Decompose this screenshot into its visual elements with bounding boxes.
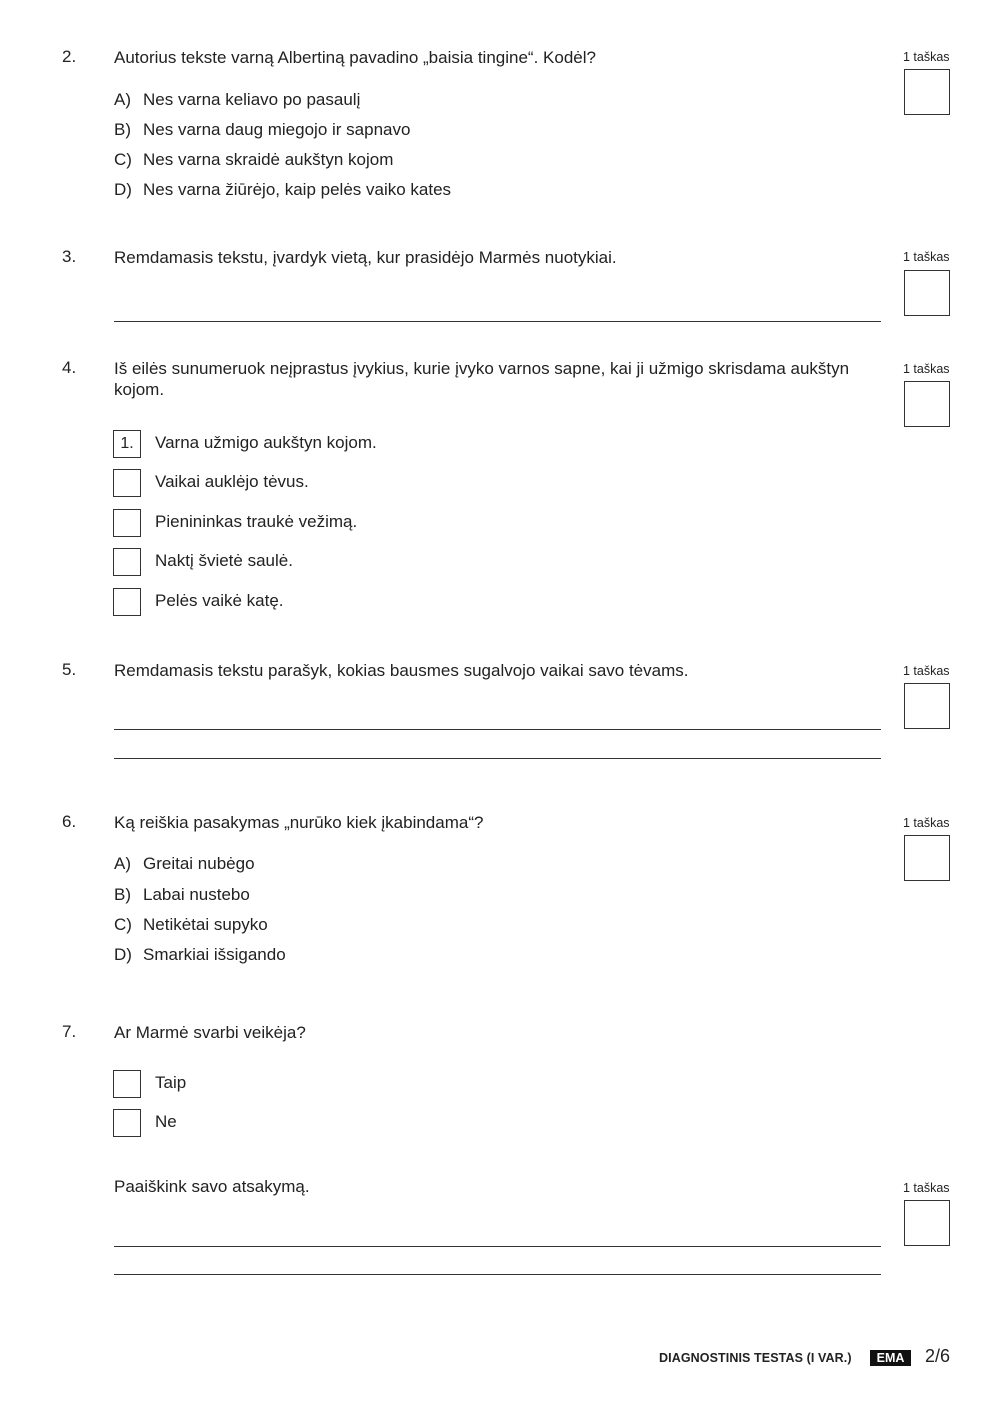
footer-page-number: 2/6 xyxy=(925,1346,951,1366)
q4-item-5-label: Pelės vaikė katę. xyxy=(155,591,284,610)
q3-points-label: 1 taškas xyxy=(903,250,950,264)
option-text: Netikėtai supyko xyxy=(143,915,268,934)
q2-score-box[interactable] xyxy=(904,69,950,115)
option-text: Labai nustebo xyxy=(143,885,250,904)
q4-order-box-5[interactable] xyxy=(113,588,141,616)
q4-text: Iš eilės sunumeruok neįprastus įvykius, kurie įvyko varnos sapne, kai ji užmigo skrisdama aukštyn kojom. xyxy=(114,359,850,399)
q7-choice-yes-label: Taip xyxy=(155,1073,187,1092)
option-text: Nes varna keliavo po pasaulį xyxy=(143,90,361,109)
option-letter: B) xyxy=(114,120,131,139)
q4-order-box-2[interactable] xyxy=(113,469,141,497)
q4-points-label: 1 taškas xyxy=(903,362,950,376)
q7-checkbox-no[interactable] xyxy=(113,1109,141,1137)
option-text: Nes varna daug miegojo ir sapnavo xyxy=(143,120,411,139)
q2-number: 2. xyxy=(62,47,77,66)
q7-explain-text: Paaiškink savo atsakymą. xyxy=(114,1177,310,1196)
q4-item-1-label: Varna užmigo aukštyn kojom. xyxy=(155,433,377,452)
q6-option-d[interactable] xyxy=(114,945,286,965)
q6-option-b[interactable] xyxy=(114,885,250,905)
q5-points-label: 1 taškas xyxy=(903,664,950,678)
q5-score-box[interactable] xyxy=(904,683,950,729)
q6-option-a[interactable] xyxy=(114,854,255,874)
q7-answer-line-2[interactable] xyxy=(114,1274,881,1275)
q3-answer-line[interactable] xyxy=(114,321,881,322)
q6-points-label: 1 taškas xyxy=(903,816,950,830)
q4-item-3-label: Pienininkas traukė vežimą. xyxy=(155,512,358,531)
q2-option-d[interactable] xyxy=(114,180,451,200)
q7-points-label: 1 taškas xyxy=(903,1181,950,1195)
q4-score-box[interactable] xyxy=(904,381,950,427)
option-letter: D) xyxy=(114,180,132,199)
option-text: Smarkiai išsigando xyxy=(143,945,286,964)
q7-choice-no-label: Ne xyxy=(155,1112,177,1131)
q7-answer-line-1[interactable] xyxy=(114,1246,881,1247)
q3-score-box[interactable] xyxy=(904,270,950,316)
q6-score-box[interactable] xyxy=(904,835,950,881)
q6-option-c[interactable] xyxy=(114,915,268,935)
footer-test-title: DIAGNOSTINIS TESTAS (I VAR.) xyxy=(659,1351,852,1365)
q2-text: Autorius tekste varną Albertiną pavadino „baisia tingine“. Kodėl? xyxy=(114,48,596,67)
q4-order-box-4[interactable] xyxy=(113,548,141,576)
q3-number: 3. xyxy=(62,247,77,266)
q4-number: 4. xyxy=(62,358,77,377)
q5-answer-line-1[interactable] xyxy=(114,729,881,730)
option-letter: B) xyxy=(114,885,131,904)
option-letter: D) xyxy=(114,945,132,964)
footer-badge: EMA xyxy=(870,1350,911,1366)
q5-number: 5. xyxy=(62,660,77,679)
q6-number: 6. xyxy=(62,812,77,831)
q4-item-4-label: Naktį švietė saulė. xyxy=(155,551,293,570)
q4-order-box-1[interactable]: 1. xyxy=(113,430,141,458)
q7-checkbox-yes[interactable] xyxy=(113,1070,141,1098)
option-text: Nes varna žiūrėjo, kaip pelės vaiko kates xyxy=(143,180,452,199)
q5-answer-line-2[interactable] xyxy=(114,758,881,759)
q4-order-box-3[interactable] xyxy=(113,509,141,537)
option-text: Nes varna skraidė aukštyn kojom xyxy=(143,150,394,169)
q5-text: Remdamasis tekstu parašyk, kokias bausmes sugalvojo vaikai savo tėvams. xyxy=(114,661,689,680)
q2-option-c[interactable] xyxy=(114,150,393,170)
q3-text: Remdamasis tekstu, įvardyk vietą, kur prasidėjo Marmės nuotykiai. xyxy=(114,248,617,267)
q7-score-box[interactable] xyxy=(904,1200,950,1246)
q7-text: Ar Marmė svarbi veikėja? xyxy=(114,1023,306,1042)
option-letter: C) xyxy=(114,915,132,934)
q2-option-b[interactable] xyxy=(114,120,410,140)
option-text: Greitai nubėgo xyxy=(143,854,255,873)
option-letter: A) xyxy=(114,854,131,873)
q6-text: Ką reiškia pasakymas „nurūko kiek įkabindama“? xyxy=(114,813,484,832)
option-letter: C) xyxy=(114,150,132,169)
q4-item-2-label: Vaikai auklėjo tėvus. xyxy=(155,472,309,491)
q2-option-a[interactable] xyxy=(114,90,360,110)
q2-points-label: 1 taškas xyxy=(903,50,950,64)
option-letter: A) xyxy=(114,90,131,109)
q7-number: 7. xyxy=(62,1022,77,1041)
